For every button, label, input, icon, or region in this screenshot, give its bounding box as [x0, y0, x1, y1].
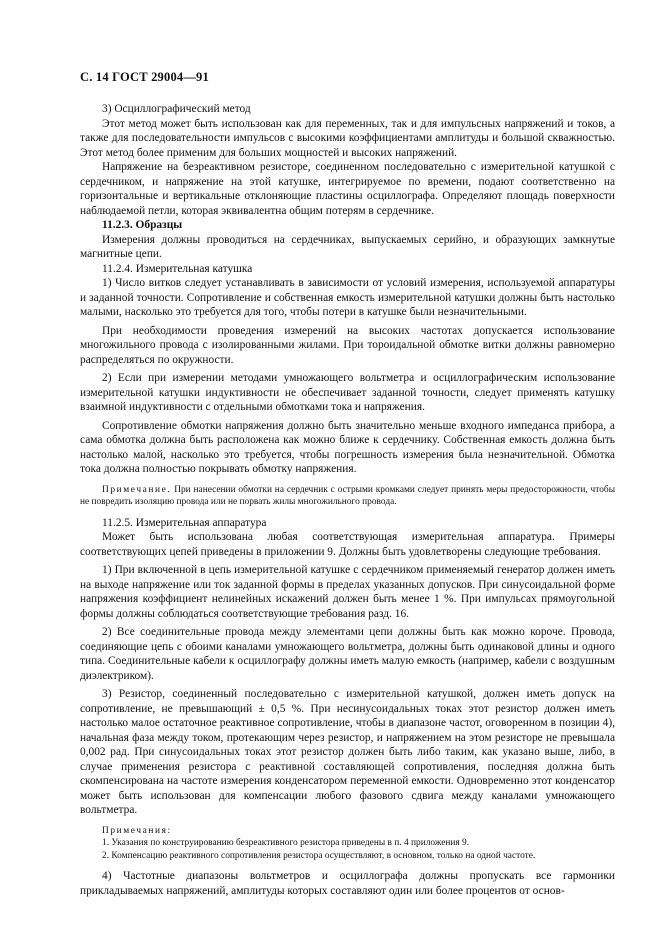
section-heading: 11.2.3. Образцы — [102, 219, 183, 231]
paragraph: 4) Частотные диапазоны вольтметров и осциллографа должны пропускать все гармоники прикладываемых напряжений, амплитуды которых составляют один или более процентов от основ- — [80, 870, 615, 897]
paragraph: 3) Резистор, соединенный последовательно с измерительной катушкой, должен иметь допуск на сопротивление, не превышающий ± 0,5 %. При несинусоидальных токах этот резистор должен иметь настолько малое остаточное реактивное сопротивление, чтобы в диапазоне частот, оговоренном в позиции 4), начальная фаза между током, протекающим через резистор, и напряжением на этом резисторе не превышала 0,002 рад. При синусоидальных токах этот резистор должен быть либо таким, как указано выше, либо, в случае применения резистора с реактивной составляющей сопротивления, последняя должна быть скомпенсирована на частоте измерения конденсатором переменной емкости. Одновременно этот конденсатор может быть использован для компенсации любого фазового сдвига между каналами умножающего вольтметра. — [80, 688, 615, 816]
note-item: 1. Указания по конструированию безреактивного резистора приведены в п. 4 приложения 9. — [102, 838, 470, 848]
paragraph: Сопротивление обмотки напряжения должно быть значительно меньше входного импеданса прибора, а сама обмотка должна быть расположена как можно ближе к сердечнику. Собственная емкость должна быть настолько малой, насколько это требуется, чтобы погрешность измерения была незначительной. Обмотка тока должна полностью покрывать обмотку напряжения. — [80, 419, 615, 475]
paragraph: 3) Осциллографический метод — [102, 103, 251, 115]
note-text: При нанесении обмотки на сердечник с острыми кромками следует принять меры предосторожности, чтобы не повредить изоляцию провода или не порвать жилы многожильного провода. — [80, 484, 615, 507]
notes-heading: Примечания: — [102, 825, 172, 836]
section-heading: 11.2.4. Измерительная катушка — [102, 262, 253, 275]
paragraph: Может быть использована любая соответствующая измерительная аппаратура. Примеры соответствующих цепей приведены в приложении 9. Должны быть удовлетворены следующие требования. — [80, 531, 615, 558]
note — [80, 484, 615, 509]
note-lead: Примечание. — [102, 484, 172, 495]
paragraph: 2) Если при измерении методами умножающего вольтметра и осциллографическим использование измерительной катушки индуктивности не обеспечивает заданной точности, следует применять катушку взаимной индуктивности с отдельными обмотками тока и напряжения. — [80, 372, 615, 413]
note-item: 2. Компенсацию реактивного сопротивления резистора осуществляют, в основном, только на одной частоте. — [102, 850, 536, 861]
paragraph: 1) Число витков следует устанавливать в зависимости от условий измерения, используемой аппаратуры и заданной точности. Сопротивление и собственная емкость измерительной катушки должны быть настолько малыми, насколько это требуется для того, чтобы потери в катушке были незначительными. — [80, 277, 615, 318]
paragraph: При необходимости проведения измерений на высоких частотах допускается использование многожильного провода с изолированными жилами. При тороидальной обмотке витки должны равномерно распределяться по окружности. — [80, 324, 615, 366]
paragraph: Напряжение на безреактивном резисторе, соединенном последовательно с измерительной катушкой с сердечником, и напряжение на этой катушке, интегрируемое по времени, подают соответственно на горизонтальные и вертикальные отклоняющие пластины осциллографа. Определяют площадь поверхности наблюдаемой петли, которая эквивалентна общим потерям в сердечнике. — [80, 161, 615, 217]
document-page — [80, 70, 615, 898]
paragraph: 1) При включенной в цепь измерительной катушке с сердечником применяемый генератор должен иметь на выходе напряжение или ток заданной формы в пределах указанных допусков. При синусоидальной форме напряжения коэффициент нелинейных искажений должен быть менее 1 %. При импульсах прямоугольной формы должны соблюдаться соответствующие требования разд. 16. — [80, 564, 615, 620]
page-header: С. 14 ГОСТ 29004—91 — [80, 70, 209, 84]
section-heading: 11.2.5. Измерительная аппаратура — [102, 516, 267, 529]
paragraph: 2) Все соединительные провода между элементами цепи должны быть как можно короче. Провода, соединяющие цепь с обоими каналами умножающего вольтметра, должны быть одинаковой длины и одного типа. Соединительные кабели к осциллографу должны иметь малую емкость (например, кабели с воздушным диэлектриком). — [80, 626, 615, 682]
paragraph: Этот метод может быть использован как для переменных, так и для импульсных напряжений и токов, а также для последовательности импульсов с высокими коэффициентами амплитуды и большой скважностью. Этот метод более применим для больших мощностей и высоких напряжений. — [80, 117, 615, 159]
paragraph: Измерения должны проводиться на сердечниках, выпускаемых серийно, и образующих замкнутые магнитные цепи. — [80, 233, 615, 260]
